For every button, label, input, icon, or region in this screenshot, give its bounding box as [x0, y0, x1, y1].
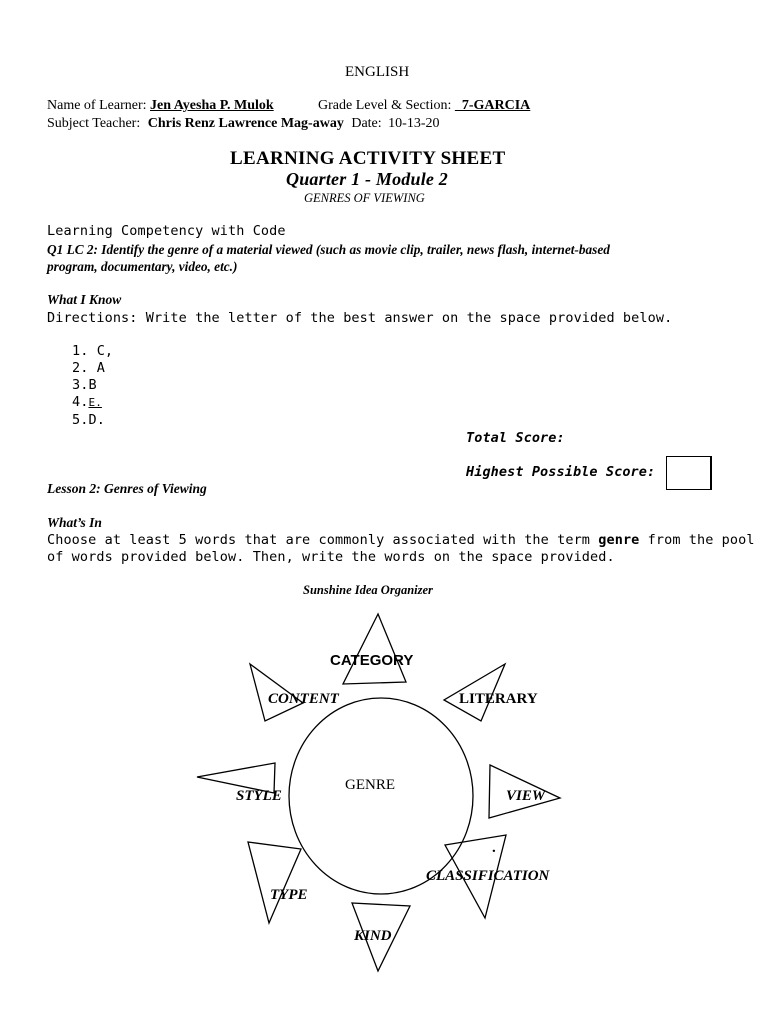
- answer-number: 4.: [72, 394, 89, 410]
- whats-in-heading: What’s In: [47, 515, 102, 530]
- dot-mark: .: [492, 840, 496, 856]
- instruction-line-2: of words provided below. Then, write the words on the space provided.: [47, 549, 615, 565]
- center-circle: [289, 698, 473, 894]
- answer-item-2: [72, 360, 105, 376]
- answer-item-3: [72, 377, 97, 393]
- answer-text: D.: [88, 412, 105, 428]
- instruction-line-1: [47, 532, 755, 548]
- learner-name: Jen Ayesha P. Mulok: [150, 98, 274, 113]
- answer-item-5: [72, 412, 105, 428]
- instruction-text: Choose at least 5 words that are commonly associated with the term: [47, 532, 599, 548]
- score-box[interactable]: [666, 456, 712, 490]
- teacher-label: Subject Teacher:: [47, 116, 141, 131]
- center-label: GENRE: [345, 777, 395, 793]
- grade-label: Grade Level & Section:: [318, 98, 452, 113]
- highest-score-label: Highest Possible Score:: [466, 464, 656, 480]
- organizer-title: Sunshine Idea Organizer: [303, 583, 433, 597]
- answer-text: A: [88, 360, 105, 376]
- word-classification: CLASSIFICATION: [426, 868, 550, 884]
- date-value: 10-13-20: [388, 116, 440, 131]
- competency-line-2: program, documentary, video, etc.): [47, 259, 238, 274]
- ray-lower-left: [248, 842, 301, 923]
- subject-heading: ENGLISH: [345, 64, 410, 80]
- what-i-know-heading: What I Know: [47, 292, 122, 307]
- answer-item-4: [72, 394, 102, 410]
- grade-section: 7-GARCIA: [454, 98, 531, 113]
- word-content: CONTENT: [268, 691, 339, 707]
- answer-number: 2.: [72, 360, 89, 376]
- teacher-line: [47, 116, 440, 132]
- answer-number: 3.: [72, 377, 89, 393]
- answer-item-1: [72, 343, 113, 359]
- instruction-keyword: genre: [598, 532, 640, 548]
- topic-subtitle: GENRES OF VIEWING: [304, 191, 425, 205]
- word-type: TYPE: [270, 887, 308, 903]
- competency-line-1: Q1 LC 2: Identify the genre of a material viewed (such as movie clip, trailer, news flash, internet-based: [47, 242, 610, 257]
- word-literary: LITERARY: [459, 691, 538, 707]
- answer-number: 1.: [72, 343, 89, 359]
- ray-top: [343, 614, 406, 684]
- instruction-text: from the pool: [639, 532, 755, 548]
- competency-label: Learning Competency with Code: [47, 223, 286, 239]
- lesson-title: Lesson 2: Genres of Viewing: [47, 481, 207, 496]
- answer-text: B: [88, 377, 97, 393]
- answer-number: 5.: [72, 412, 89, 428]
- word-style: STYLE: [236, 788, 282, 804]
- total-score-label: Total Score:: [466, 430, 565, 446]
- directions-text: Directions: Write the letter of the best answer on the space provided below.: [47, 310, 673, 326]
- word-kind: KIND: [354, 928, 392, 944]
- date-label: Date:: [351, 116, 382, 131]
- answer-text: C,: [88, 343, 114, 359]
- page-title: LEARNING ACTIVITY SHEET: [230, 148, 506, 169]
- learner-label: Name of Learner:: [47, 98, 147, 113]
- word-category: CATEGORY: [330, 652, 414, 669]
- grade-line: [318, 98, 530, 114]
- answer-text: E.: [88, 396, 102, 409]
- learner-line: [47, 98, 274, 114]
- quarter-module: Quarter 1 - Module 2: [286, 169, 449, 189]
- teacher-name: Chris Renz Lawrence Mag-away: [147, 116, 344, 131]
- word-view: VIEW: [506, 788, 546, 804]
